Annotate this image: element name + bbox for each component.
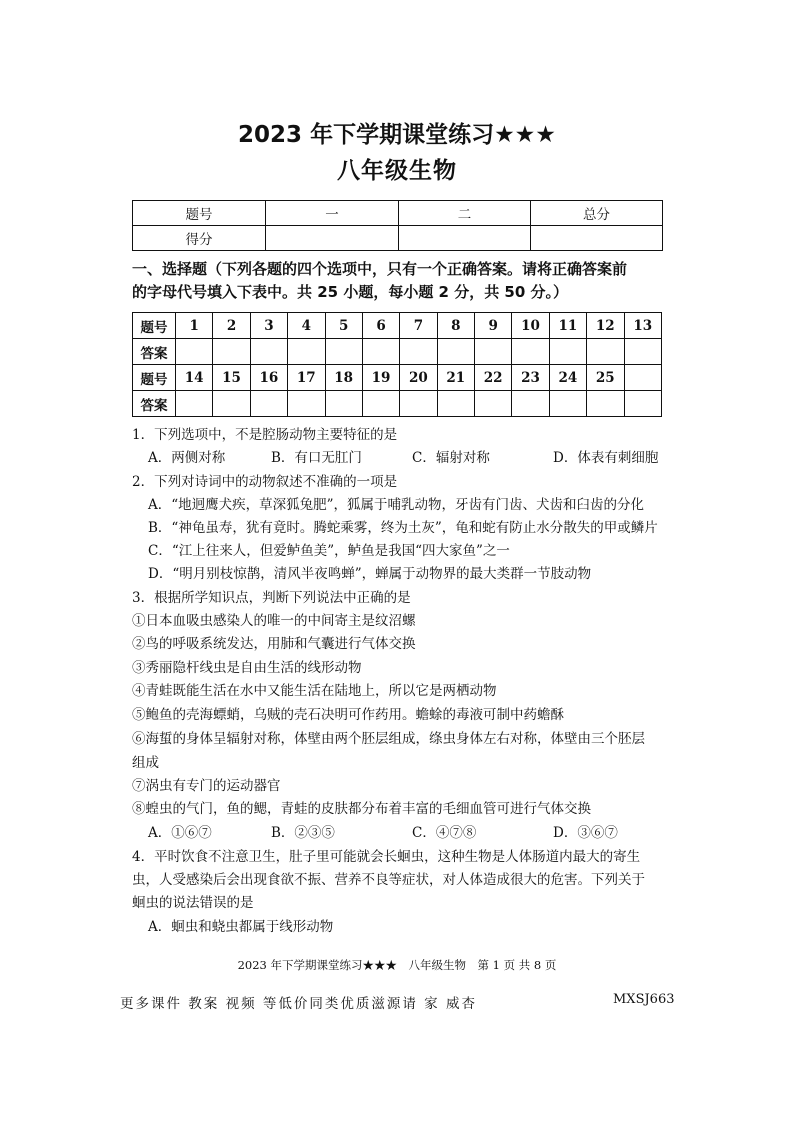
answer-cell[interactable] <box>512 339 549 365</box>
answer-cell[interactable] <box>288 339 325 365</box>
score-cell: 一 <box>266 201 399 226</box>
option-b[interactable]: B．“神龟虽寿，犹有竟时。腾蛇乘雾，终为土灰”，龟和蛇有防止水分散失的甲或鳞片 <box>148 520 658 536</box>
question-number: 22 <box>475 365 512 391</box>
question-number: 5 <box>325 313 362 339</box>
answer-cell[interactable] <box>176 391 213 417</box>
score-input-cell[interactable] <box>531 226 663 251</box>
statement-item: ⑧蝗虫的气门，鱼的鳃，青蛙的皮肤都分布着丰富的毛细血管可进行气体交换 <box>132 801 591 817</box>
question-number: 21 <box>437 365 474 391</box>
question-number: 25 <box>587 365 624 391</box>
option-d[interactable]: D．体表有刺细胞 <box>553 450 659 466</box>
answer-cell[interactable] <box>250 391 287 417</box>
question-number: 8 <box>437 313 474 339</box>
answer-cell[interactable] <box>587 391 624 417</box>
answer-row <box>133 339 662 365</box>
answer-cell[interactable] <box>624 339 662 365</box>
question-number: 15 <box>213 365 250 391</box>
option-c[interactable]: C．辐射对称 <box>412 450 490 466</box>
score-table-header-row <box>133 201 663 226</box>
option-d[interactable]: D．③⑥⑦ <box>553 825 618 841</box>
question-number: 6 <box>362 313 399 339</box>
question-number: 13 <box>624 313 662 339</box>
question-number: 16 <box>250 365 287 391</box>
question-number <box>624 365 662 391</box>
option-c[interactable]: C．“江上往来人，但爱鲈鱼美”，鲈鱼是我国“四大家鱼”之一 <box>148 543 510 559</box>
section-instructions <box>132 258 672 304</box>
statement-item: ④青蛙既能生活在水中又能生活在陆地上，所以它是两栖动物 <box>132 683 497 699</box>
score-cell: 题号 <box>133 201 266 226</box>
row-label: 题号 <box>133 313 176 339</box>
answer-cell[interactable] <box>176 339 213 365</box>
question-number: 20 <box>400 365 437 391</box>
answer-cell[interactable] <box>549 339 586 365</box>
statement-item: ⑦涡虫有专门的运动器官 <box>132 778 281 794</box>
row-label: 题号 <box>133 365 176 391</box>
option-c[interactable]: C．④⑦⑧ <box>412 825 477 841</box>
statement-item: ①日本血吸虫感染人的唯一的中间寄主是纹沼螺 <box>132 613 416 629</box>
option-b[interactable]: B．有口无肛门 <box>271 450 362 466</box>
answer-cell[interactable] <box>400 339 437 365</box>
score-table-score-row <box>133 226 663 251</box>
question-number: 11 <box>549 313 586 339</box>
statement-item: ②鸟的呼吸系统发达，用肺和气囊进行气体交换 <box>132 636 416 652</box>
score-table <box>132 200 663 251</box>
score-cell: 二 <box>399 201 531 226</box>
question-number: 18 <box>325 365 362 391</box>
answer-cell[interactable] <box>362 391 399 417</box>
answer-cell[interactable] <box>288 391 325 417</box>
answer-cell[interactable] <box>250 339 287 365</box>
score-input-cell[interactable] <box>399 226 531 251</box>
answer-cell[interactable] <box>213 339 250 365</box>
question-number: 7 <box>400 313 437 339</box>
question-2-stem: 2．下列对诗词中的动物叙述不准确的一项是 <box>132 474 398 490</box>
question-3-stem: 3．根据所学知识点，判断下列说法中正确的是 <box>132 590 411 606</box>
question-number: 14 <box>176 365 213 391</box>
question-number: 2 <box>213 313 250 339</box>
statement-item: ⑥海蜇的身体呈辐射对称，体壁由两个胚层组成，绦虫身体左右对称，体壁由三个胚层 <box>132 731 645 747</box>
answer-number-row <box>133 365 662 391</box>
question-number: 3 <box>250 313 287 339</box>
page-subtitle: 八年级生物 <box>337 158 457 184</box>
instructions-line: 的字母代号填入下表中。共 25 小题，每小题 2 分，共 50 分。） <box>132 283 569 301</box>
score-cell: 得分 <box>133 226 266 251</box>
question-4-stem-line: 蛔虫的说法错误的是 <box>132 895 254 911</box>
row-label: 答案 <box>133 339 176 365</box>
option-a[interactable]: A．“地迥鹰犬疾，草深狐兔肥”，狐属于哺乳动物，牙齿有门齿、犬齿和臼齿的分化 <box>148 497 645 513</box>
answer-cell[interactable] <box>325 391 362 417</box>
answer-cell[interactable] <box>362 339 399 365</box>
document-code: MXSJ663 <box>613 992 675 1007</box>
answer-cell[interactable] <box>437 391 474 417</box>
option-a[interactable]: A．蛔虫和蛲虫都属于线形动物 <box>148 919 334 935</box>
statement-item: ③秀丽隐杆线虫是自由生活的线形动物 <box>132 660 362 676</box>
answer-cell[interactable] <box>512 391 549 417</box>
question-number: 24 <box>549 365 586 391</box>
question-number: 12 <box>587 313 624 339</box>
answer-table <box>132 312 662 417</box>
score-input-cell[interactable] <box>266 226 399 251</box>
question-number: 10 <box>512 313 549 339</box>
option-d[interactable]: D．“明月别枝惊鹊，清风半夜鸣蝉”，蝉属于动物界的最大类群一节肢动物 <box>148 566 592 582</box>
question-1-stem: 1．下列选项中，不是腔肠动物主要特征的是 <box>132 427 398 443</box>
instructions-line: 一、选择题（下列各题的四个选项中，只有一个正确答案。请将正确答案前 <box>132 260 628 278</box>
question-number: 19 <box>362 365 399 391</box>
answer-cell[interactable] <box>213 391 250 417</box>
score-cell: 总分 <box>531 201 663 226</box>
answer-cell[interactable] <box>437 339 474 365</box>
question-number: 4 <box>288 313 325 339</box>
question-4-stem-line: 虫，人受感染后会出现食欲不振、营养不良等症状，对人体造成很大的危害。下列关于 <box>132 872 645 888</box>
question-number: 9 <box>475 313 512 339</box>
option-b[interactable]: B．②③⑤ <box>271 825 335 841</box>
question-number: 23 <box>512 365 549 391</box>
answer-cell[interactable] <box>475 339 512 365</box>
page-footer: 2023 年下学期课堂练习★★★ 八年级生物 第 1 页 共 8 页 <box>237 958 557 972</box>
statement-item: ⑤鲍鱼的壳海螵蛸，乌贼的壳石决明可作药用。蟾蜍的毒液可制中药蟾酥 <box>132 707 564 723</box>
answer-cell[interactable] <box>475 391 512 417</box>
option-a[interactable]: A．两侧对称 <box>148 450 226 466</box>
question-number: 1 <box>176 313 213 339</box>
answer-cell[interactable] <box>624 391 662 417</box>
page-title: 2023 年下学期课堂练习★★★ <box>238 122 556 148</box>
answer-cell[interactable] <box>400 391 437 417</box>
option-a[interactable]: A．①⑥⑦ <box>148 825 212 841</box>
row-label: 答案 <box>133 391 176 417</box>
statement-item: 组成 <box>132 755 159 771</box>
answer-cell[interactable] <box>549 391 586 417</box>
question-4-stem-line: 4．平时饮食不注意卫生，肚子里可能就会长蛔虫，这种生物是人体肠道内最大的寄生 <box>132 849 641 865</box>
answer-cell[interactable] <box>587 339 624 365</box>
promo-text: 更多课件 教案 视频 等低价同类优质滋源请 家 威杏 <box>120 996 477 1012</box>
answer-number-row <box>133 313 662 339</box>
answer-row <box>133 391 662 417</box>
question-number: 17 <box>288 365 325 391</box>
answer-cell[interactable] <box>325 339 362 365</box>
